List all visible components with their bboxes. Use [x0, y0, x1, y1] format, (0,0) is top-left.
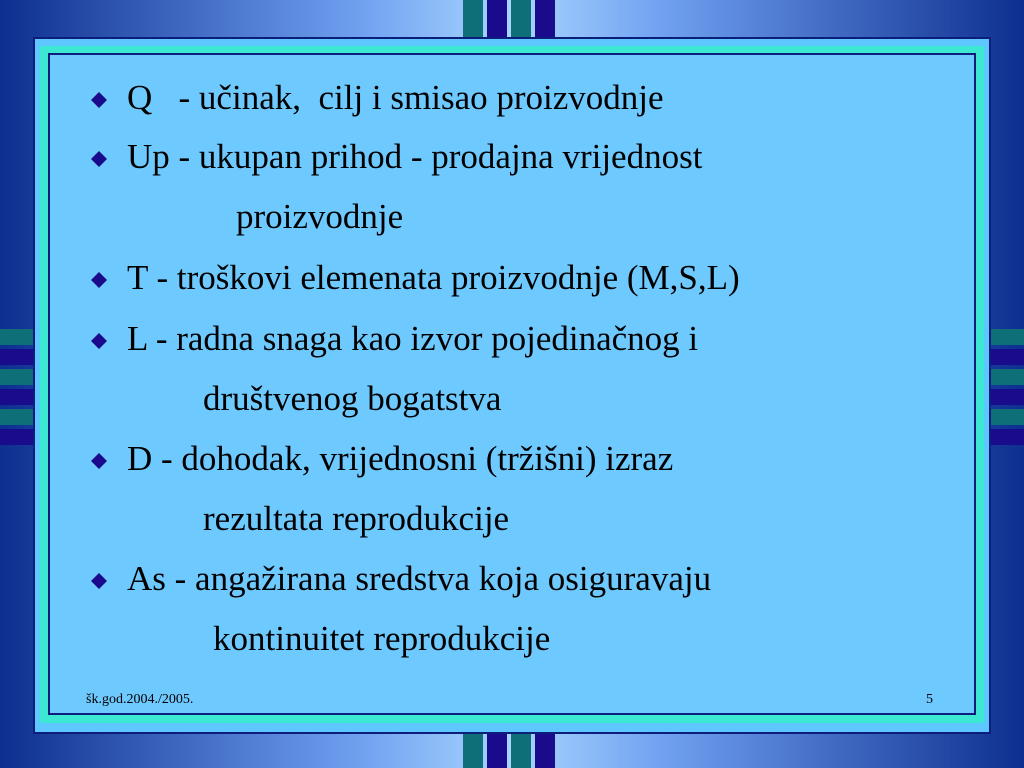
- bullet-item-as-continuation: kontinuitet reprodukcije: [213, 619, 551, 658]
- diamond-bullet-icon: [91, 272, 107, 288]
- bullet-item-l-continuation: društvenog bogatstva: [203, 379, 502, 418]
- diamond-bullet-icon: [91, 573, 107, 589]
- bullet-item-q: Q - učinak, cilj i smisao proizvodnje: [127, 78, 664, 117]
- bullet-item-as: As - angažirana sredstva koja osiguravaju: [127, 559, 712, 598]
- bullet-item-up-continuation: proizvodnje: [236, 197, 404, 236]
- diamond-bullet-icon: [91, 453, 107, 469]
- bullet-item-d: D - dohodak, vrijednosni (tržišni) izraz: [127, 439, 674, 478]
- footer-page-number: 5: [926, 692, 933, 707]
- diamond-bullet-icon: [91, 92, 107, 108]
- diamond-bullet-icon: [91, 151, 107, 167]
- bullet-item-d-continuation: rezultata reprodukcije: [203, 499, 510, 538]
- bullet-item-up: Up - ukupan prihod - prodajna vrijednost: [127, 137, 703, 176]
- diamond-bullet-icon: [91, 333, 107, 349]
- footer-school-year: šk.god.2004./2005.: [86, 692, 194, 707]
- bullet-item-t: T - troškovi elemenata proizvodnje (M,S,L): [127, 258, 740, 297]
- bullet-item-l: L - radna snaga kao izvor pojedinačnog i: [127, 319, 699, 358]
